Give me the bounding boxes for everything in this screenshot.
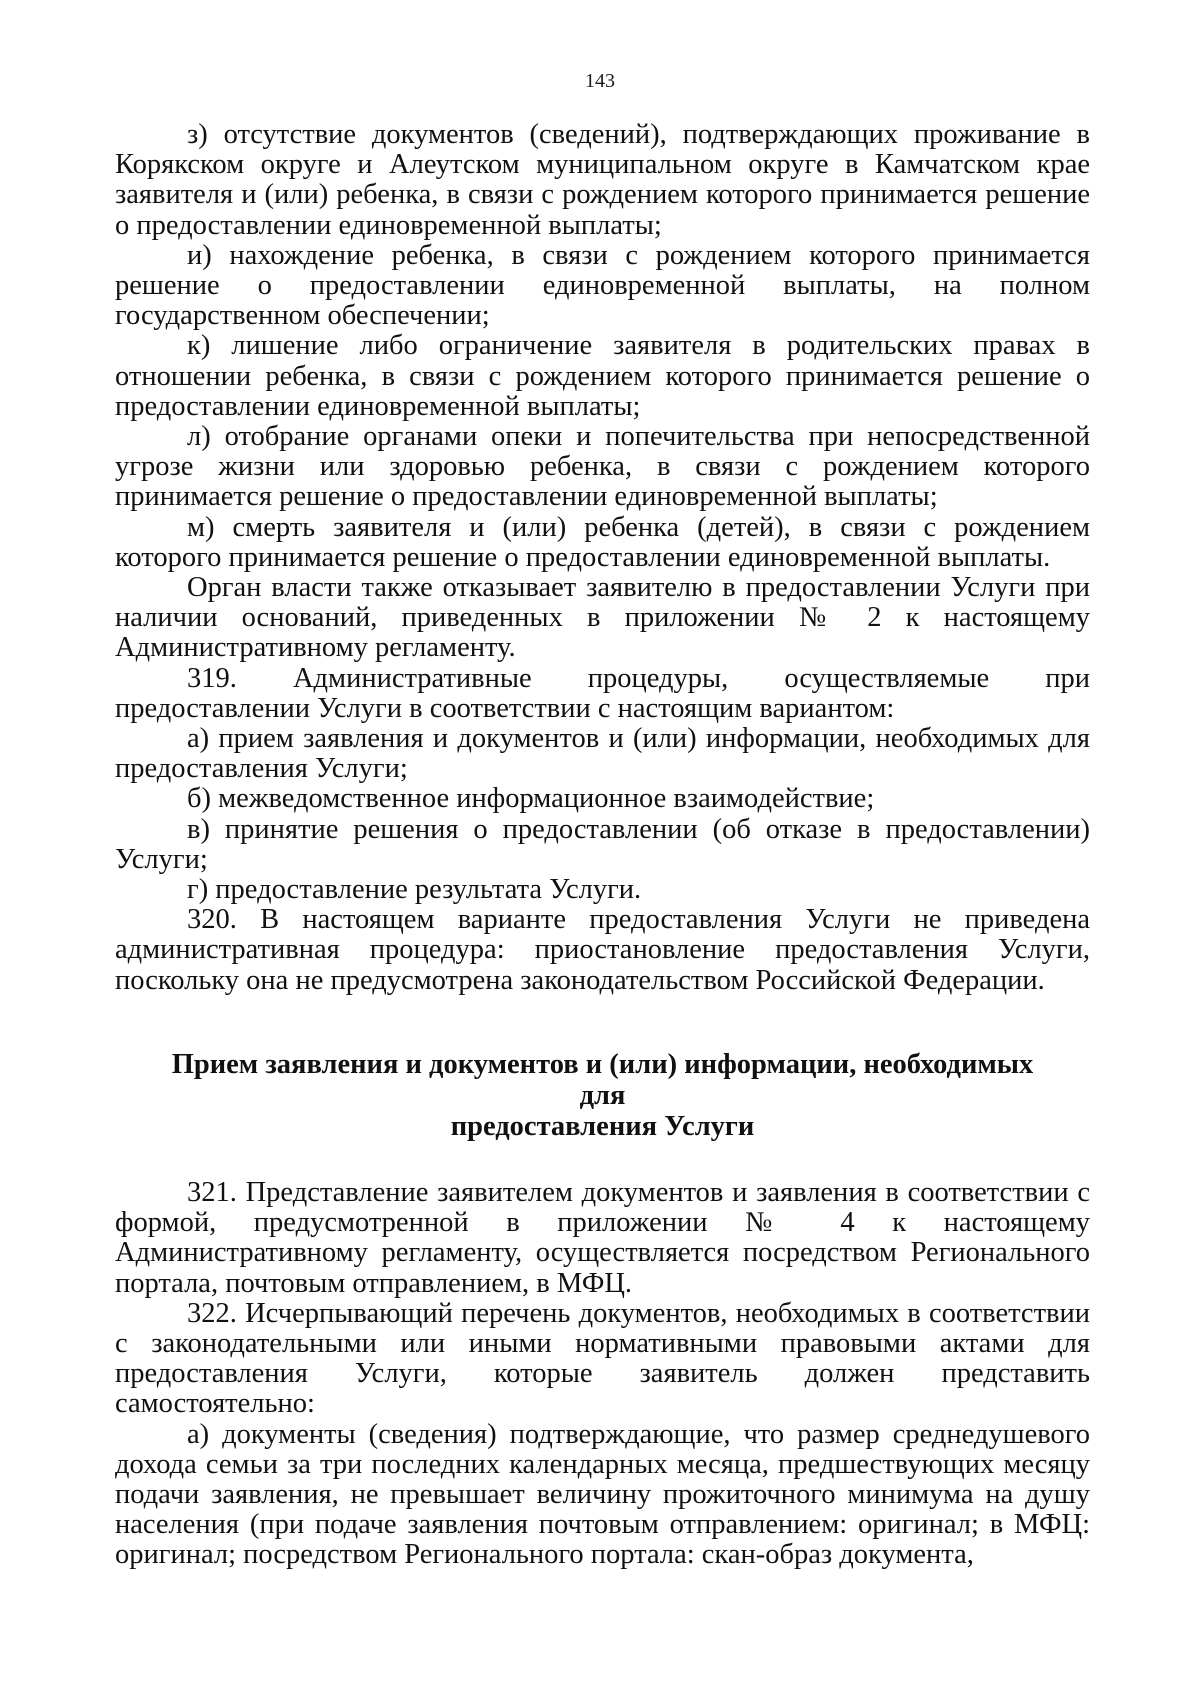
- paragraph-i: и) нахождение ребенка, в связи с рождением которого принимается решение о предоставлении единовременной выплаты, на полном государственном обеспечении;: [115, 239, 1090, 332]
- paragraph-319: 319. Административные процедуры, осуществляемые при предоставлении Услуги в соответствии с настоящим вариантом:: [115, 662, 1090, 724]
- section-heading-line-2: предоставления Услуги: [450, 1110, 755, 1142]
- paragraph-320: 320. В настоящем варианте предоставления Услуги не приведена административная процедура: приостановление предоставления Услуги, поскольку она не предусмотрена законодательством Российской Федерации.: [115, 904, 1090, 996]
- paragraph-319-b: б) межведомственное информационное взаимодействие;: [187, 783, 875, 815]
- paragraph-319-a: а) прием заявления и документов и (или) информации, необходимых для предоставления Услуги;: [115, 723, 1090, 785]
- paragraph-322: 322. Исчерпывающий перечень документов, необходимых в соответствии с законодательными или иными нормативными правовыми актами для предоставления Услуги, которые заявитель должен представить самостоятельно:: [115, 1297, 1090, 1420]
- page-number: 143: [585, 70, 615, 92]
- section-heading: [115, 1049, 1090, 1142]
- paragraph-m: м) смерть заявителя и (или) ребенка (детей), в связи с рождением которого принимается решение о предоставлении единовременной выплаты.: [115, 511, 1090, 573]
- paragraph-319-v: в) принятие решения о предоставлении (об отказе в предоставлении) Услуги;: [115, 813, 1090, 875]
- paragraph-z: з) отсутствие документов (сведений), подтверждающих проживание в Корякском округе и Алеутском муниципальном округе в Камчатском крае заявителя и (или) ребенка, в связи с рождением которого принимается решение о предоставлении единовременной выплаты;: [115, 119, 1090, 241]
- paragraph-l: л) отобрание органами опеки и попечительства при непосредственной угрозе жизни или здоровью ребенка, в связи с рождением которого принимается решение о предоставлении единовременной выплаты;: [115, 421, 1090, 513]
- paragraph-k: к) лишение либо ограничение заявителя в родительских правах в отношении ребенка, в связи с рождением которого принимается решение о предоставлении единовременной выплаты;: [115, 330, 1090, 422]
- section-heading-line-1: Прием заявления и документов и (или) информации, необходимых для: [171, 1048, 1034, 1111]
- paragraph-refusal-grounds: Орган власти также отказывает заявителю в предоставлении Услуги при наличии оснований, приведенных в приложении № 2 к настоящему Административному регламенту.: [115, 572, 1090, 664]
- paragraph-321: 321. Представление заявителем документов и заявления в соответствии с формой, предусмотренной в приложении № 4 к настоящему Административному регламенту, осуществляется посредством Регионального портала, почтовым отправлением, в МФЦ.: [115, 1176, 1090, 1299]
- paragraph-319-g: г) предоставление результата Услуги.: [187, 874, 642, 906]
- paragraph-322-a: а) документы (сведения) подтверждающие, что размер среднедушевого дохода семьи за три последних календарных месяца, предшествующих месяцу подачи заявления, не превышает величину прожиточного минимума на душу населения (при подаче заявления почтовым отправлением: оригинал; в МФЦ: оригинал; посредством Регионального портала: скан-образ документа,: [115, 1418, 1090, 1571]
- document-body: [115, 120, 1090, 1571]
